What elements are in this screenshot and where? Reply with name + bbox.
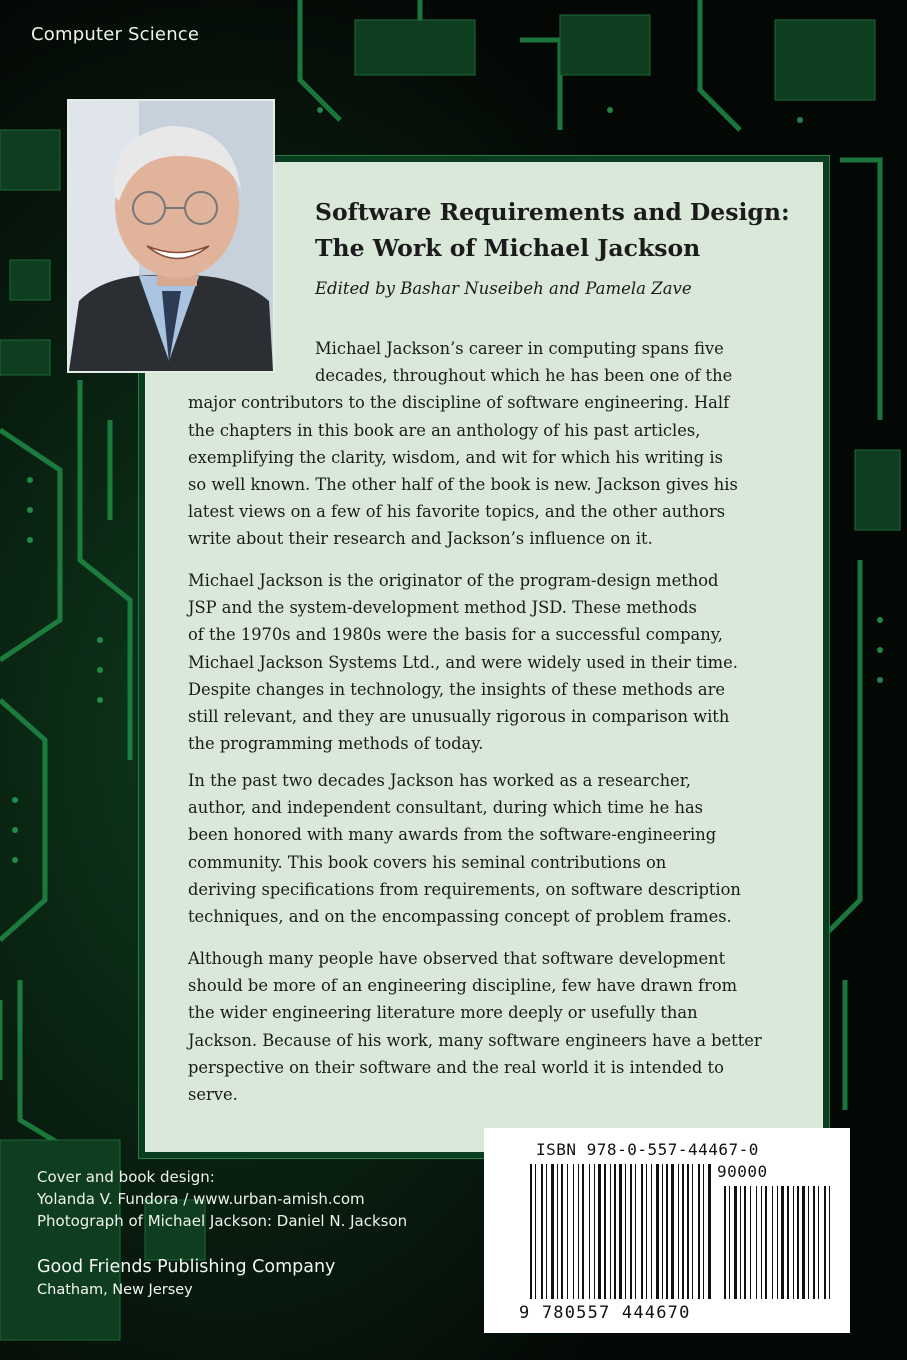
paragraph-line: JSP and the system-development method JSD. These methods xyxy=(188,598,697,618)
publisher-name: Good Friends Publishing Company xyxy=(37,1257,336,1277)
price-addon-text: 90000 xyxy=(717,1162,768,1181)
paragraph-line: Jackson. Because of his work, many software engineers have a better xyxy=(188,1030,762,1050)
paragraph-line: latest views on a few of his favorite topics, and the other authors xyxy=(188,502,726,522)
paragraph-line: community. This book covers his seminal contributions on xyxy=(188,852,667,872)
paragraph-line: serve. xyxy=(188,1085,238,1105)
photo-credit: Photograph of Michael Jackson: Daniel N. Jackson xyxy=(37,1212,408,1230)
paragraph-1 xyxy=(188,335,738,553)
paragraph-line: Although many people have observed that software development xyxy=(188,949,726,968)
paragraph-line: decades, throughout which he has been one of the xyxy=(315,366,733,386)
paragraph-4 xyxy=(188,945,762,1108)
paragraph-line: techniques, and on the encompassing concept of problem frames. xyxy=(188,907,732,927)
paragraph-line: the programming methods of today. xyxy=(188,734,484,754)
title-line-2: The Work of Michael Jackson xyxy=(315,234,701,262)
publisher-block xyxy=(37,1255,335,1301)
paragraph-line: author, and independent consultant, during which time he has xyxy=(188,798,704,818)
isbn-text: ISBN 978-0-557-44467-0 xyxy=(536,1140,759,1159)
paragraph-line: the wider engineering literature more deeply or usefully than xyxy=(188,1003,698,1023)
paragraph-3 xyxy=(188,767,741,930)
book-title xyxy=(315,194,795,266)
paragraph-line: write about their research and Jackson’s influence on it. xyxy=(188,529,653,549)
paragraph-line: the chapters in this book are an anthology of his past articles, xyxy=(188,420,701,440)
paragraph-line: of the 1970s and 1980s were the basis for a successful company, xyxy=(188,625,723,645)
paragraph-line: Michael Jackson is the originator of the program-design method xyxy=(188,571,719,590)
author-photo xyxy=(67,99,275,373)
author-portrait-illustration xyxy=(69,101,273,371)
paragraph-line: so well known. The other half of the book is new. Jackson gives his xyxy=(188,475,738,495)
ean-number: 9 780557 444670 xyxy=(516,1303,694,1323)
barcode-icon xyxy=(530,1164,840,1314)
title-line-1: Software Requirements and Design: xyxy=(315,198,790,226)
paragraph-line: In the past two decades Jackson has worked as a researcher, xyxy=(188,771,691,790)
paragraph-line: exemplifying the clarity, wisdom, and wit for which his writing is xyxy=(188,447,723,467)
paragraph-2 xyxy=(188,567,738,757)
design-label: Cover and book design: xyxy=(37,1168,215,1186)
paragraph-line: perspective on their software and the real world it is intended to xyxy=(188,1057,724,1077)
category-label: Computer Science xyxy=(31,24,200,45)
paragraph-line: been honored with many awards from the software-engineering xyxy=(188,825,717,845)
paragraph-line: deriving specifications from requirements, on software description xyxy=(188,879,741,899)
design-credits xyxy=(37,1166,407,1232)
paragraph-line: still relevant, and they are unusually rigorous in comparison with xyxy=(188,707,730,727)
editors-line: Edited by Bashar Nuseibeh and Pamela Zave xyxy=(315,279,692,298)
paragraph-line: Despite changes in technology, the insights of these methods are xyxy=(188,679,726,699)
paragraph-line: Michael Jackson’s career in computing spans five xyxy=(315,339,724,358)
publisher-location: Chatham, New Jersey xyxy=(37,1282,193,1298)
designer-credit: Yolanda V. Fundora / www.urban-amish.com xyxy=(37,1190,365,1208)
paragraph-line: major contributors to the discipline of software engineering. Half xyxy=(188,393,730,413)
paragraph-line: Michael Jackson Systems Ltd., and were widely used in their time. xyxy=(188,652,738,672)
paragraph-line: should be more of an engineering discipline, few have drawn from xyxy=(188,976,738,996)
